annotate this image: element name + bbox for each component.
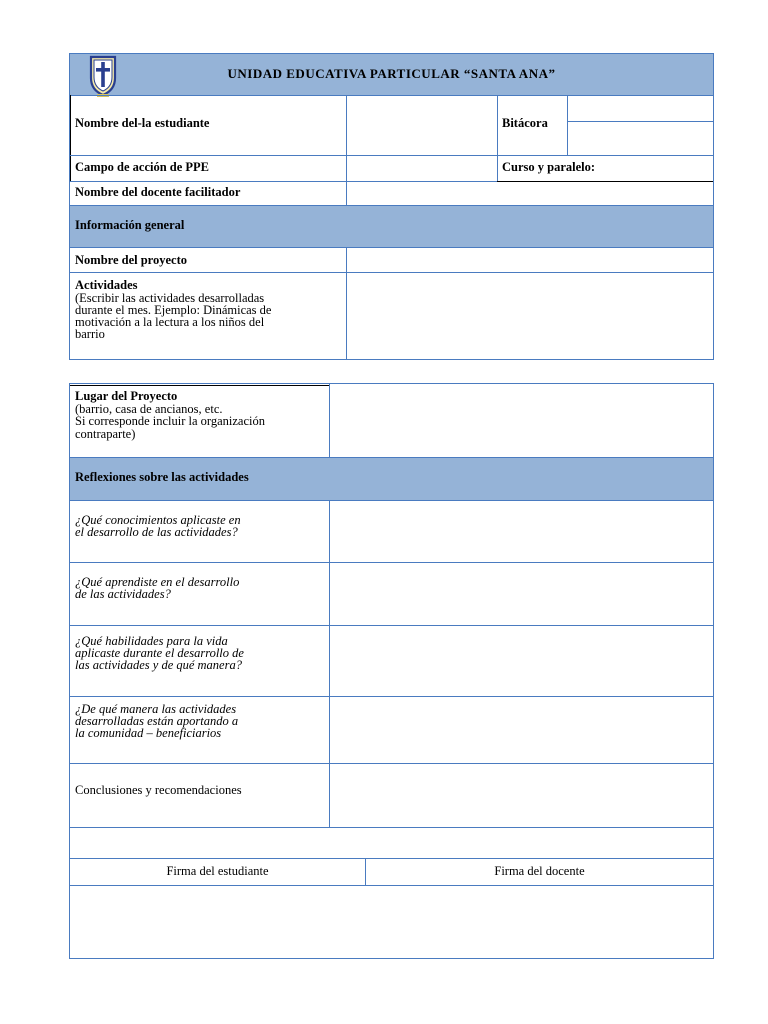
question-4-line-2: desarrolladas están aportando a bbox=[75, 714, 239, 728]
question-4-line-3: la comunidad – beneficiarios bbox=[75, 726, 222, 740]
answer-1-field[interactable] bbox=[330, 501, 713, 561]
log-label: Bitácora bbox=[502, 116, 548, 130]
question-1-line-2: el desarrollo de las actividades? bbox=[75, 525, 238, 539]
answer-4-field[interactable] bbox=[330, 697, 713, 762]
teacher-label: Nombre del docente facilitador bbox=[75, 185, 241, 199]
activities-field[interactable] bbox=[347, 273, 713, 359]
question-3-line-2: aplicaste durante el desarrollo de bbox=[75, 646, 244, 660]
activities-hint-line-2: durante el mes. Ejemplo: Dinámicas de bbox=[75, 303, 272, 317]
answer-2-field[interactable] bbox=[330, 563, 713, 624]
question-2-line-2: de las actividades? bbox=[75, 587, 171, 601]
log-field-top[interactable] bbox=[568, 96, 713, 120]
ppe-field-input[interactable] bbox=[347, 156, 496, 180]
activities-label: Actividades bbox=[75, 278, 138, 292]
reflection-header-label: Reflexiones sobre las actividades bbox=[75, 470, 249, 484]
question-2-line-1: ¿Qué aprendiste en el desarrollo bbox=[75, 575, 240, 589]
school-title: UNIDAD EDUCATIVA PARTICULAR “SANTA ANA” bbox=[227, 66, 556, 81]
place-hint-line-2: Si corresponde incluir la organización bbox=[75, 414, 265, 428]
activities-hint-line-3: motivación a la lectura a los niños del bbox=[75, 315, 265, 329]
question-1-line-1: ¿Qué conocimientos aplicaste en bbox=[75, 513, 241, 527]
place-field[interactable] bbox=[330, 384, 713, 456]
question-4-line-1: ¿De qué manera las actividades bbox=[75, 702, 237, 716]
teacher-signature-label: Firma del docente bbox=[494, 864, 585, 878]
activities-hint-line-4: barrio bbox=[75, 327, 105, 341]
course-label: Curso y paralelo: bbox=[502, 160, 596, 174]
place-hint-line-3: contraparte) bbox=[75, 427, 136, 441]
student-name-label: Nombre del-la estudiante bbox=[75, 116, 210, 130]
conclusions-field[interactable] bbox=[330, 764, 713, 826]
ppe-field-label: Campo de acción de PPE bbox=[75, 160, 210, 174]
place-hint-line-1: (barrio, casa de ancianos, etc. bbox=[75, 402, 223, 416]
question-3-line-3: las actividades y de qué manera? bbox=[75, 658, 242, 672]
answer-3-field[interactable] bbox=[330, 626, 713, 695]
signature-area[interactable] bbox=[70, 886, 713, 958]
general-info-label: Información general bbox=[75, 218, 185, 232]
activities-hint-line-1: (Escribir las actividades desarrolladas bbox=[75, 291, 265, 305]
teacher-field[interactable] bbox=[347, 182, 713, 204]
student-name-field[interactable] bbox=[347, 96, 496, 154]
place-label: Lugar del Proyecto bbox=[75, 389, 178, 403]
project-name-label: Nombre del proyecto bbox=[75, 253, 188, 267]
blank-row bbox=[70, 828, 713, 858]
conclusions-label: Conclusiones y recomendaciones bbox=[75, 783, 242, 797]
student-signature-label: Firma del estudiante bbox=[166, 864, 269, 878]
question-3-line-1: ¿Qué habilidades para la vida bbox=[75, 634, 228, 648]
log-field-bottom[interactable] bbox=[568, 122, 713, 154]
project-name-field[interactable] bbox=[347, 248, 713, 272]
